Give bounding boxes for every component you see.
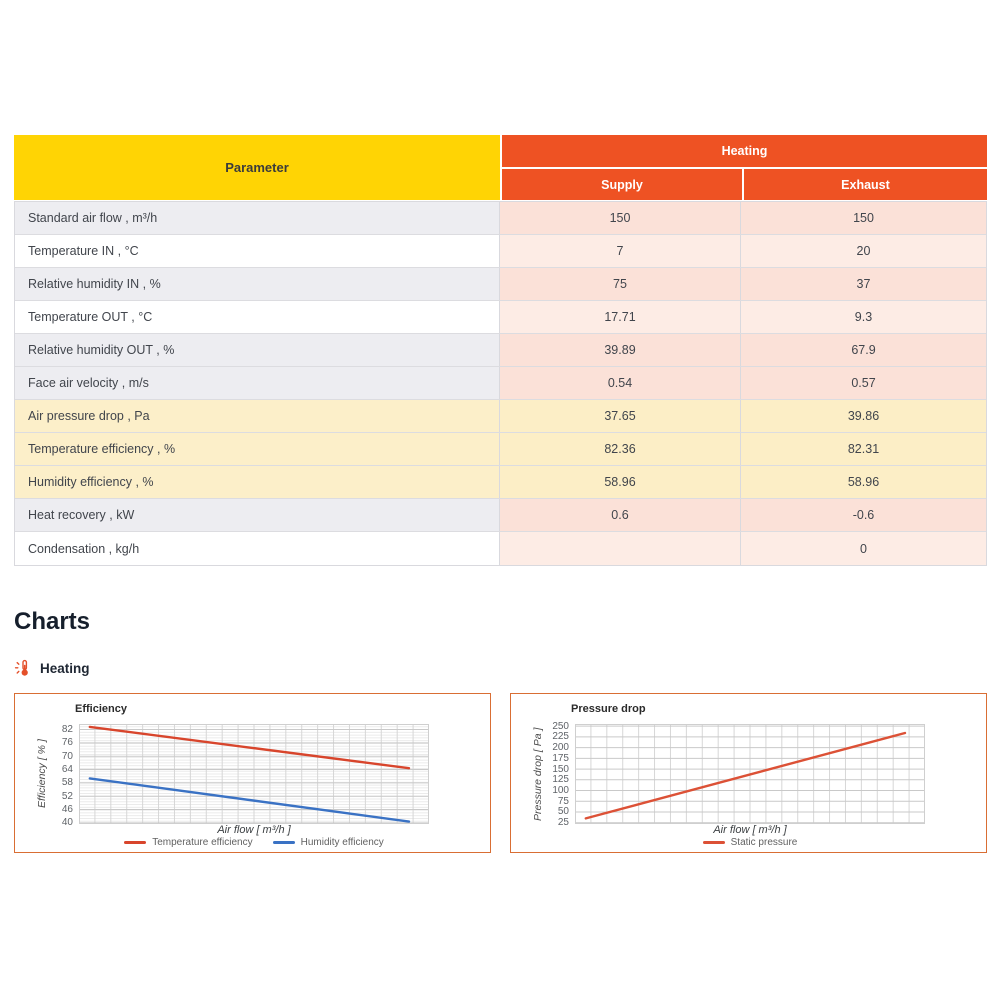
column-header-supply: Supply: [502, 169, 742, 200]
param-cell: Humidity efficiency , %: [15, 466, 500, 498]
supply-value-cell: 58.96: [500, 466, 741, 498]
table-row: [15, 466, 986, 499]
param-cell: Temperature OUT , °C: [15, 301, 500, 333]
supply-value-cell: 75: [500, 268, 741, 300]
exhaust-value-cell: 0.57: [741, 367, 986, 399]
chart-legend: [79, 837, 429, 848]
exhaust-value-cell: 150: [741, 202, 986, 234]
supply-value-cell: 17.71: [500, 301, 741, 333]
table-row: [15, 301, 986, 334]
exhaust-value-cell: 37: [741, 268, 986, 300]
y-axis-label: Pressure drop [ Pa ]: [532, 727, 544, 821]
y-tick-label: 64: [61, 764, 73, 776]
exhaust-value-cell: 82.31: [741, 433, 986, 465]
supply-value-cell: 7: [500, 235, 741, 267]
series-line-static-pressure: [586, 733, 905, 818]
exhaust-value-cell: 20: [741, 235, 986, 267]
y-tick-label: 40: [61, 817, 73, 829]
supply-value-cell: 0.54: [500, 367, 741, 399]
y-tick-label: 58: [61, 777, 73, 789]
chart-title: Efficiency: [75, 703, 127, 715]
legend-label: Humidity efficiency: [300, 837, 384, 848]
charts-section-heading: Charts: [14, 608, 91, 635]
y-tick-label: 82: [61, 724, 73, 736]
legend-line-marker: [273, 841, 295, 844]
param-cell: Air pressure drop , Pa: [15, 400, 500, 432]
param-cell: Relative humidity IN , %: [15, 268, 500, 300]
exhaust-value-cell: 9.3: [741, 301, 986, 333]
heating-group-row: [13, 659, 90, 677]
y-tick-label: 75: [557, 795, 569, 807]
exhaust-value-cell: -0.6: [741, 499, 986, 531]
table-row: [15, 334, 986, 367]
chart-title: Pressure drop: [571, 703, 646, 715]
results-table: [14, 135, 987, 566]
y-tick-label: 100: [552, 785, 569, 797]
param-cell: Standard air flow , m³/h: [15, 202, 500, 234]
y-tick-label: 225: [552, 731, 569, 743]
param-cell: Temperature IN , °C: [15, 235, 500, 267]
plot-area: [79, 724, 429, 824]
column-header-heating: Heating: [502, 135, 987, 167]
chart-legend: [575, 837, 925, 848]
legend-label: Static pressure: [730, 837, 798, 848]
y-tick-label: 76: [61, 737, 73, 749]
supply-value-cell: 82.36: [500, 433, 741, 465]
supply-value-cell: 37.65: [500, 400, 741, 432]
plot-area: [575, 724, 925, 824]
exhaust-value-cell: 0: [741, 532, 986, 565]
heating-group-label: Heating: [40, 660, 90, 676]
y-tick-label: 52: [61, 790, 73, 802]
y-axis-label: Efficiency [ % ]: [36, 739, 48, 809]
y-tick-label: 50: [557, 806, 569, 818]
y-tick-label: 150: [552, 763, 569, 775]
table-header: [14, 135, 987, 200]
supply-value-cell: 0.6: [500, 499, 741, 531]
y-tick-label: 46: [61, 804, 73, 816]
table-row: [15, 268, 986, 301]
legend-item: [703, 837, 798, 848]
table-row: [15, 532, 986, 565]
y-tick-label: 70: [61, 750, 73, 762]
column-header-exhaust: Exhaust: [744, 169, 987, 200]
table-body: [14, 201, 987, 566]
y-tick-label: 250: [552, 720, 569, 732]
supply-value-cell: 150: [500, 202, 741, 234]
param-cell: Heat recovery , kW: [15, 499, 500, 531]
thermometer-sun-icon: [13, 659, 31, 677]
legend-item: [124, 837, 252, 848]
param-cell: Relative humidity OUT , %: [15, 334, 500, 366]
table-row: [15, 433, 986, 466]
exhaust-value-cell: 58.96: [741, 466, 986, 498]
table-row: [15, 499, 986, 532]
table-row: [15, 235, 986, 268]
supply-value-cell: 39.89: [500, 334, 741, 366]
y-tick-label: 175: [552, 752, 569, 764]
supply-value-cell: [500, 532, 741, 565]
legend-label: Temperature efficiency: [152, 837, 253, 848]
legend-line-marker: [703, 841, 725, 844]
chart-card-0: [14, 693, 491, 853]
column-header-parameter: Parameter: [14, 135, 500, 200]
x-axis-label: Air flow [ m³/h ]: [217, 824, 291, 836]
param-cell: Condensation , kg/h: [15, 532, 500, 565]
table-row: [15, 202, 986, 235]
exhaust-value-cell: 67.9: [741, 334, 986, 366]
table-row: [15, 400, 986, 433]
param-cell: Temperature efficiency , %: [15, 433, 500, 465]
y-tick-label: 25: [557, 817, 569, 829]
x-axis-label: Air flow [ m³/h ]: [713, 824, 787, 836]
exhaust-value-cell: 39.86: [741, 400, 986, 432]
legend-line-marker: [124, 841, 146, 844]
param-cell: Face air velocity , m/s: [15, 367, 500, 399]
y-tick-label: 200: [552, 742, 569, 754]
table-row: [15, 367, 986, 400]
legend-item: [273, 837, 384, 848]
chart-card-1: [510, 693, 987, 853]
y-tick-label: 125: [552, 774, 569, 786]
series-line-temperature-efficiency: [90, 727, 409, 768]
